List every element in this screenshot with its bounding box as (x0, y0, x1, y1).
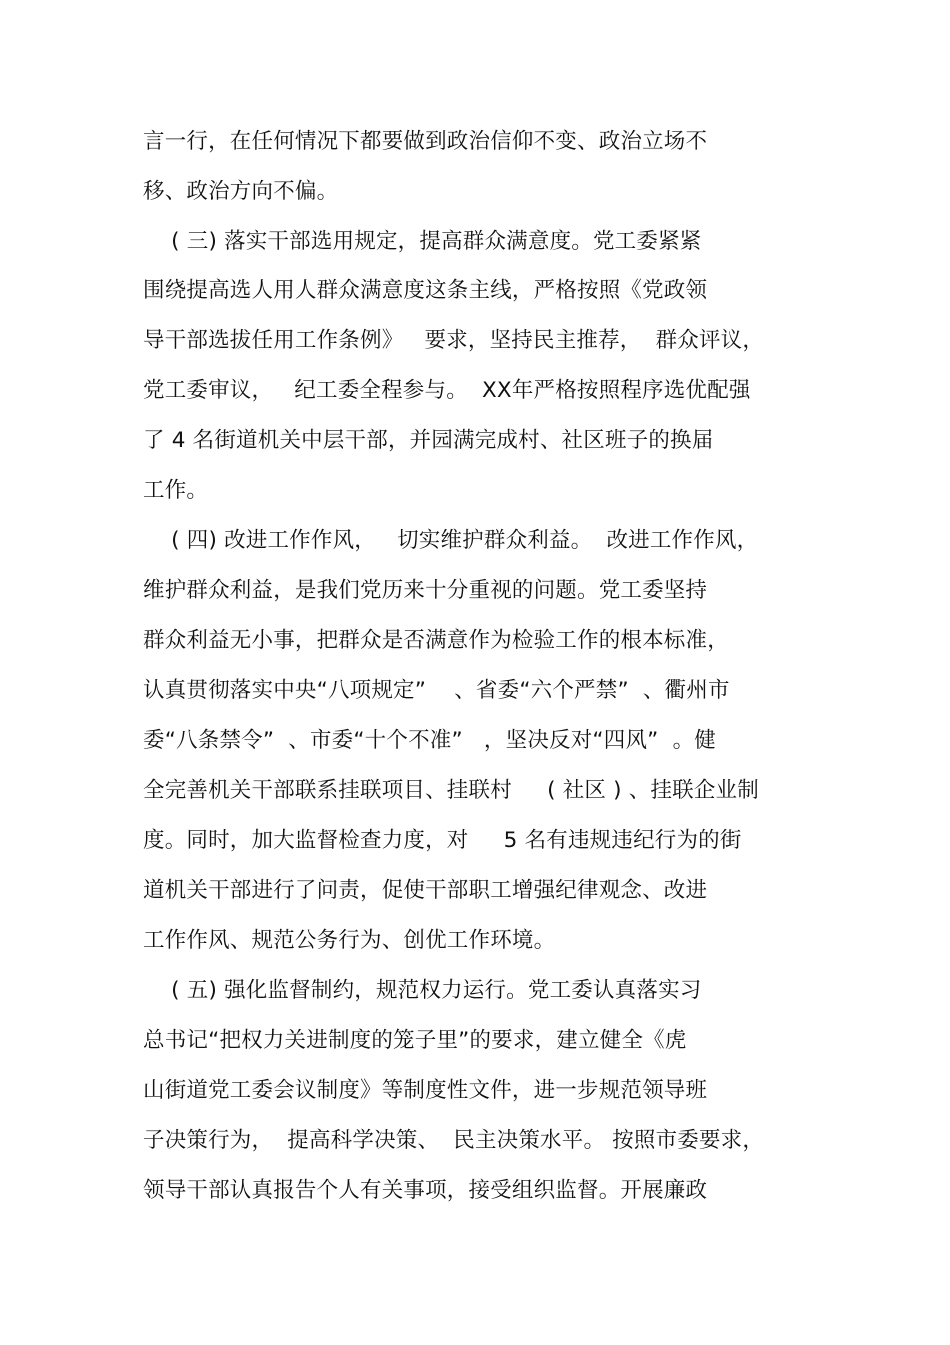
text-line: 领导干部认真报告个人有关事项，接受组织监督。开展廉政 (143, 1178, 708, 1203)
text-line: 委“八条禁令” 、市委“十个不准” ，坚决反对“四风” 。健 (143, 728, 716, 753)
text-line: 总书记“把权力关进制度的笼子里”的要求，建立健全《虎 (143, 1028, 687, 1053)
text-line: 全完善机关干部联系挂联项目、挂联村 ( 社区 ) 、挂联企业制 (143, 778, 759, 803)
text-line: 群众利益无小事，把群众是否满意作为检验工作的根本标准， (143, 628, 729, 653)
text-line: 维护群众利益，是我们党历来十分重视的问题。党工委坚持 (143, 578, 708, 603)
text-line: 围绕提高选人用人群众满意度这条主线，严格按照《党政领 (143, 278, 708, 303)
text-line: 工作。 (143, 478, 209, 503)
text-line: ( 四) 改进工作作风， 切实维护群众利益。 改进工作作风， (143, 528, 759, 553)
text-line: 言一行，在任何情况下都要做到政治信仰不变、政治立场不 (143, 129, 708, 154)
text-line: ( 五) 强化监督制约，规范权力运行。党工委认真落实习 (143, 978, 702, 1003)
text-line: 子决策行为， 提高科学决策、 民主决策水平。 按照市委要求， (143, 1128, 765, 1153)
text-line: 了 4 名街道机关中层干部，并园满完成村、社区班子的换届 (143, 428, 714, 453)
text-line: 移、政治方向不偏。 (143, 179, 339, 204)
text-line: 道机关干部进行了问责，促使干部职工增强纪律观念、改进 (143, 878, 708, 903)
text-line: 山街道党工委会议制度》等制度性文件，进一步规范领导班 (143, 1078, 708, 1103)
text-line: 党工委审议， 纪工委全程参与。 XX年严格按照程序选优配强 (143, 378, 751, 403)
text-line: 度。同时，加大监督检查力度，对 5 名有违规违纪行为的街 (143, 828, 742, 853)
text-line: 导干部选拔任用工作条例》 要求，坚持民主推荐， 群众评议， (143, 328, 765, 353)
text-line: 工作作风、规范公务行为、创优工作环境。 (143, 928, 556, 953)
text-line: ( 三) 落实干部选用规定，提高群众满意度。党工委紧紧 (143, 229, 702, 254)
text-line: 认真贯彻落实中央“八项规定” 、省委“六个严禁” 、衢州市 (143, 678, 730, 703)
